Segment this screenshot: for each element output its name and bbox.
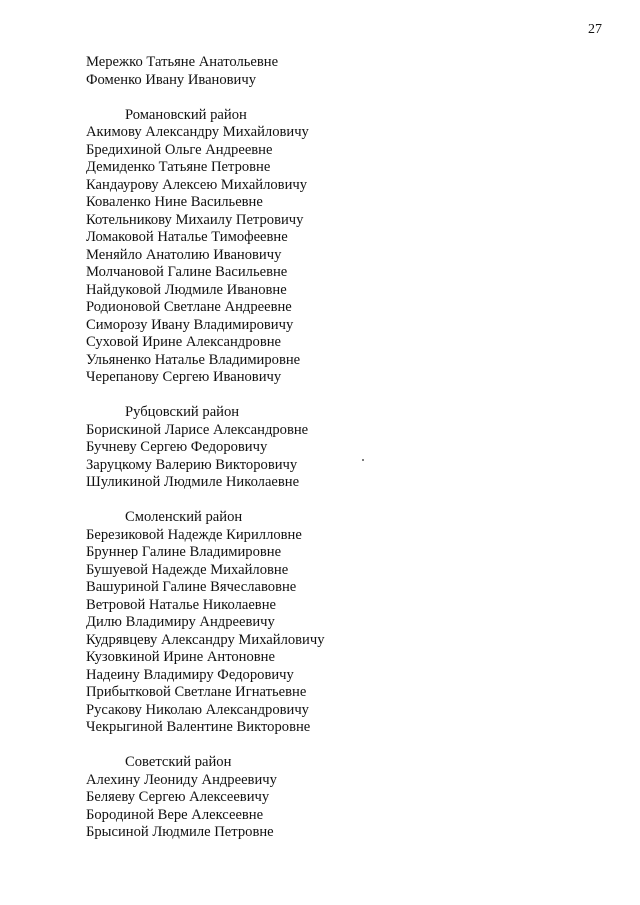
list-item: Ульяненко Наталье Владимировне	[86, 351, 301, 368]
section-rubtsovsky	[86, 404, 606, 492]
section-heading: Смоленский район	[125, 509, 243, 525]
list-item: Кандаурову Алексею Михайловичу	[86, 176, 308, 193]
list-item: Кудрявцеву Александру Михайловичу	[86, 631, 325, 648]
section-sovetsky	[86, 754, 606, 842]
list-item: Молчановой Галине Васильевне	[86, 264, 288, 280]
list-item: Акимову Александру Михайловичу	[86, 124, 309, 140]
list-item: Шуликиной Людмиле Николаевне	[86, 474, 300, 490]
list-item: Чекрыгиной Валентине Викторовне	[86, 719, 311, 735]
section-romanovsky	[86, 107, 606, 387]
name-list	[86, 54, 606, 842]
list-item: Надеину Владимиру Федоровичу	[86, 666, 294, 683]
list-item: Мережко Татьяне Анатольевне	[86, 54, 279, 70]
list-item: Ломаковой Наталье Тимофеевне	[86, 229, 288, 245]
scan-speck	[362, 459, 364, 461]
intro-block	[86, 54, 606, 89]
list-item: Ветровой Наталье Николаевне	[86, 596, 276, 613]
list-item: Бруннер Галине Владимировне	[86, 544, 282, 560]
list-item: Меняйло Анатолию Ивановичу	[86, 246, 282, 263]
list-item: Родионовой Светлане Андреевне	[86, 299, 292, 315]
list-item: Борискиной Ларисе Александровне	[86, 421, 309, 438]
list-item: Брысиной Людмиле Петровне	[86, 824, 274, 840]
list-item: Дилю Владимиру Андреевичу	[86, 614, 275, 630]
list-item: Беляеву Сергею Алексеевичу	[86, 789, 270, 805]
list-item: Русакову Николаю Александровичу	[86, 701, 309, 718]
list-item: Коваленко Нине Васильевне	[86, 194, 263, 210]
list-item: Прибытковой Светлане Игнатьевне	[86, 684, 307, 700]
list-item: Черепанову Сергею Ивановичу	[86, 369, 282, 385]
list-item: Котельникову Михаилу Петровичу	[86, 211, 304, 228]
section-heading: Рубцовский район	[125, 404, 240, 420]
list-item: Березиковой Надежде Кирилловне	[86, 526, 302, 543]
list-item: Фоменко Ивану Ивановичу	[86, 71, 256, 88]
list-item: Алехину Леониду Андреевичу	[86, 771, 277, 788]
list-item: Суховой Ирине Александровне	[86, 334, 281, 350]
list-item: Демиденко Татьяне Петровне	[86, 159, 271, 175]
page-number: 27	[588, 22, 602, 37]
section-heading: Романовский район	[125, 106, 247, 123]
list-item: Найдуковой Людмиле Ивановне	[86, 281, 287, 298]
list-item: Бучневу Сергею Федоровичу	[86, 439, 268, 455]
section-smolensky	[86, 509, 606, 737]
list-item: Симорозу Ивану Владимировичу	[86, 316, 294, 333]
list-item: Бородиной Вере Алексеевне	[86, 806, 264, 823]
section-heading: Советский район	[125, 754, 232, 770]
list-item: Бредихиной Ольге Андреевне	[86, 141, 273, 158]
list-item: Бушуевой Надежде Михайловне	[86, 561, 289, 578]
list-item: Вашуриной Галине Вячеславовне	[86, 579, 297, 595]
list-item: Заруцкому Валерию Викторовичу	[86, 456, 298, 473]
list-item: Кузовкиной Ирине Антоновне	[86, 649, 275, 665]
